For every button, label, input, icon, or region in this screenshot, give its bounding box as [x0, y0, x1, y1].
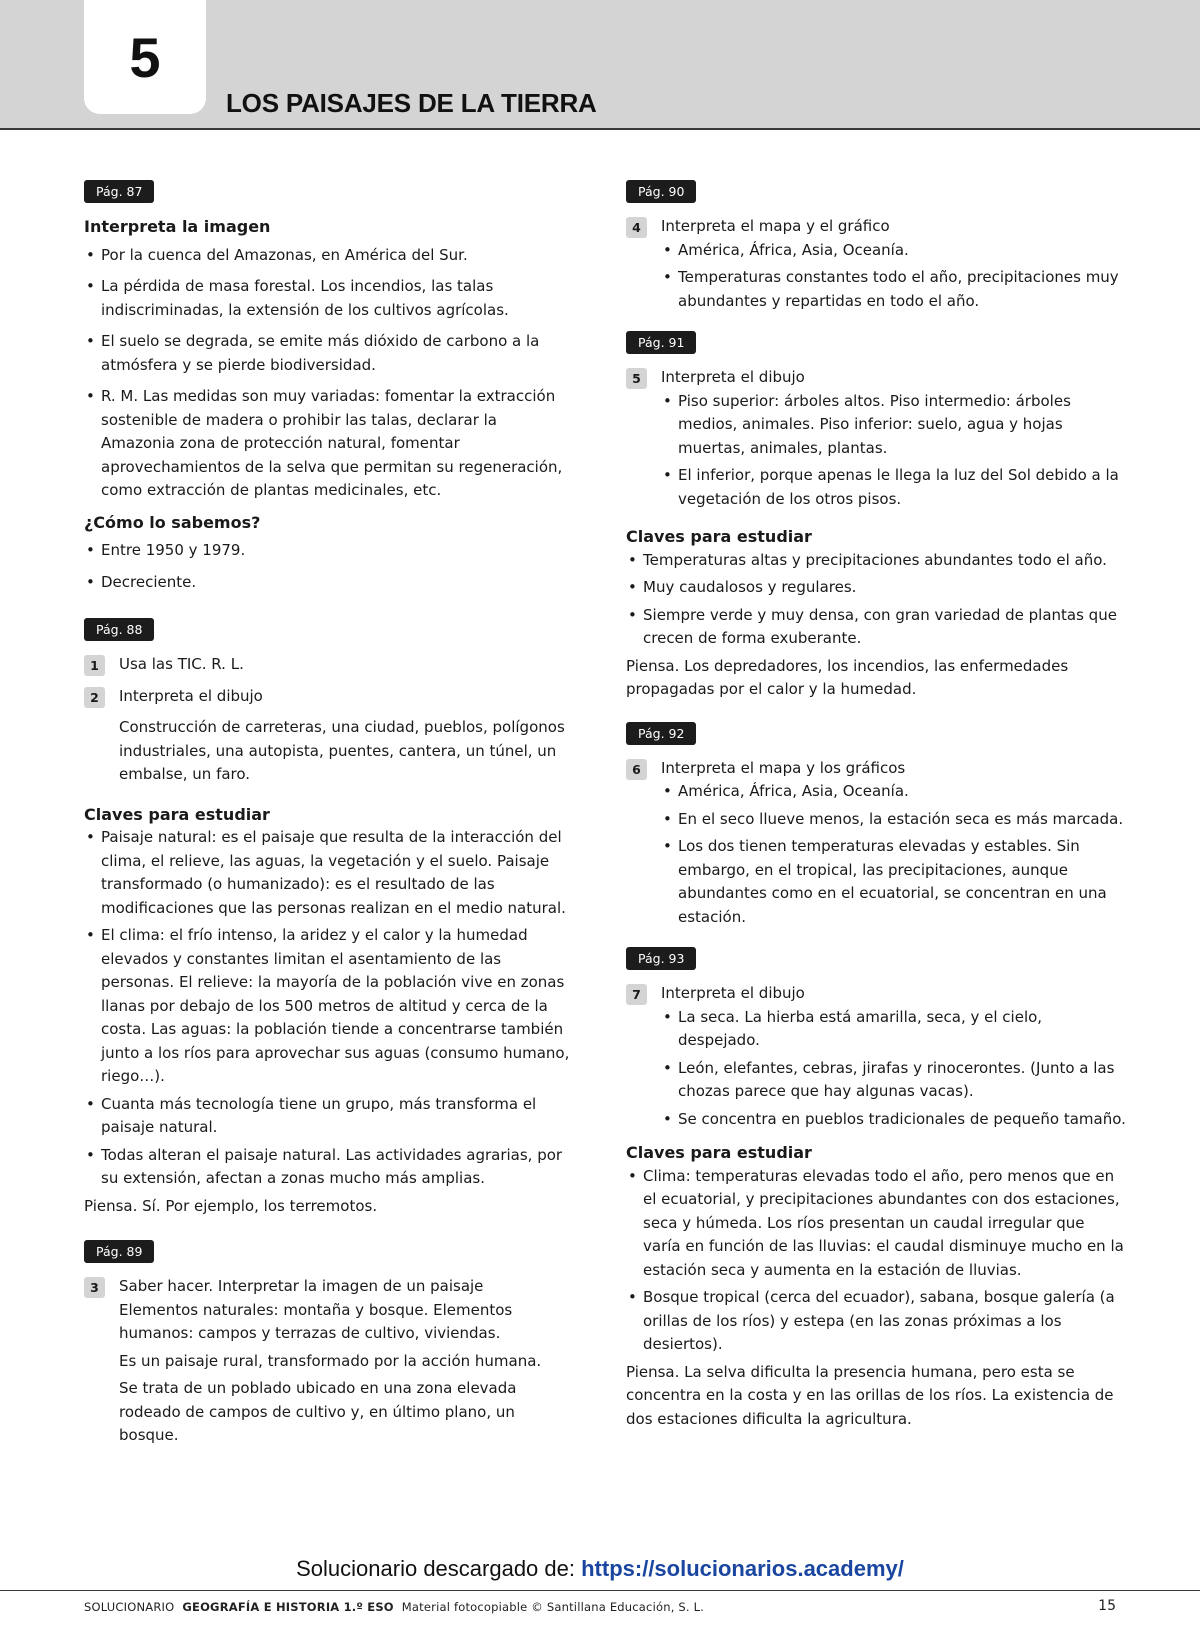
footer-copyright: Material fotocopiable © Santillana Educación, S. L.: [401, 1600, 705, 1614]
piensa-text: Piensa. La selva dificulta la presencia humana, pero esta se concentra en la costa y en las orillas de los ríos. La existencia de dos estaciones dificulta la agricultura.: [626, 1362, 1114, 1428]
footer-credits: [84, 1600, 704, 1614]
question-title: Interpreta el dibujo: [661, 984, 805, 1002]
question-title: Saber hacer. Interpretar la imagen de un paisaje: [119, 1277, 484, 1295]
section-heading: ¿Cómo lo sabemos?: [84, 512, 261, 532]
page-ref-tag: Pág. 93: [626, 947, 696, 970]
answer-text: Construcción de carreteras, una ciudad, pueblos, polígonos industriales, una autopista, puentes, cantera, un túnel, un embalse, un faro.: [119, 718, 565, 783]
left-column: [84, 180, 574, 1448]
piensa-text: Piensa. Los depredadores, los incendios, las enfermedades propagadas por el calor y la humedad.: [626, 656, 1069, 698]
question: [626, 215, 1126, 239]
question: [626, 982, 1126, 1006]
list-item: • Siempre verde y muy densa, con gran variedad de plantas que crecen de forma exuberante.: [626, 604, 1126, 651]
answer-block: [626, 239, 1126, 314]
list-item: • Bosque tropical (cerca del ecuador), sabana, bosque galería (a orillas de los ríos) y estepa (en las zonas próximas a los desiertos).: [626, 1286, 1126, 1357]
page-ref-tag: Pág. 89: [84, 1240, 154, 1263]
list-item: • Por la cuenca del Amazonas, en América del Sur.: [84, 244, 574, 268]
question-number: 7: [626, 984, 647, 1005]
footer-divider: [0, 1590, 1200, 1591]
page-ref-tag: Pág. 92: [626, 722, 696, 745]
list-item: • El suelo se degrada, se emite más dióxido de carbono a la atmósfera y se pierde biodiversidad.: [84, 330, 574, 377]
question: [626, 757, 1126, 781]
section-heading: Claves para estudiar: [626, 1143, 812, 1162]
question-number: 2: [84, 687, 105, 708]
question: [84, 1275, 574, 1299]
answer-block: [626, 1006, 1126, 1132]
list-item: • León, elefantes, cebras, jirafas y rinocerontes. (Junto a las chozas parece que hay algunas vacas).: [661, 1057, 1126, 1104]
list-item: • La seca. La hierba está amarilla, seca, y el cielo, despejado.: [661, 1006, 1126, 1053]
answer-block: [626, 390, 1126, 512]
page-number: 15: [1098, 1598, 1116, 1614]
list-item: • Decreciente.: [84, 571, 574, 595]
list-item: • América, África, Asia, Oceanía.: [661, 239, 1126, 263]
right-column: [626, 180, 1126, 1431]
list-item: • El clima: el frío intenso, la aridez y el calor y la humedad elevados y constantes limitan el asentamiento de las personas. El relieve: la mayoría de la población vive en zonas llanas por debajo de los 500 metros de altitud y cerca de la costa. Las aguas: la población tiende a concentrarse también junto a los ríos para aprovechar sus aguas (consumo humano, riego…).: [84, 924, 574, 1089]
list-item: • La pérdida de masa forestal. Los incendios, las talas indiscriminadas, la extensión de los cultivos agrícolas.: [84, 275, 574, 322]
answer-list: [84, 244, 574, 503]
chapter-title: LOS PAISAJES DE LA TIERRA: [226, 88, 597, 118]
list-item: • Los dos tienen temperaturas elevadas y estables. Sin embargo, en el tropical, las precipitaciones, aunque abundantes como en el ecuatorial, se concentran en una estación.: [661, 835, 1126, 929]
list-item: • Entre 1950 y 1979.: [84, 539, 574, 563]
download-label: Solucionario descargado de:: [296, 1556, 575, 1581]
list-item: • Temperaturas constantes todo el año, precipitaciones muy abundantes y repartidas en todo el año.: [661, 266, 1126, 313]
answer-list: [661, 1006, 1126, 1132]
answer-list: [661, 239, 1126, 314]
page-ref-tag: Pág. 87: [84, 180, 154, 203]
section-heading: Claves para estudiar: [84, 804, 270, 824]
answer-list: [626, 1165, 1126, 1357]
list-item: • América, África, Asia, Oceanía.: [661, 780, 1126, 804]
list-item: • R. M. Las medidas son muy variadas: fomentar la extracción sostenible de madera o prohibir las talas, declarar la Amazonia zona de protección natural, fomentar aprovechamientos de la selva que permitan su regeneración, como extracción de plantas medicinales, etc.: [84, 385, 574, 503]
chapter-number: 5: [84, 0, 206, 114]
answer-list: [626, 549, 1126, 651]
question-title: Interpreta el dibujo: [119, 686, 263, 705]
question-number: 3: [84, 1277, 105, 1298]
question-title: Usa las TIC. R. L.: [119, 655, 244, 673]
page-ref-tag: Pág. 88: [84, 618, 154, 641]
list-item: • Piso superior: árboles altos. Piso intermedio: árboles medios, animales. Piso inferior: suelo, agua y hojas muertas, animales, plantas.: [661, 390, 1126, 461]
answer-list: [84, 539, 574, 594]
list-item: • Muy caudalosos y regulares.: [626, 576, 1126, 600]
question-number: 1: [84, 655, 105, 676]
answer-block: [626, 780, 1126, 929]
question-title: Interpreta el mapa y el gráfico: [661, 217, 890, 235]
list-item: • Cuanta más tecnología tiene un grupo, más transforma el paisaje natural.: [84, 1093, 574, 1140]
list-item: • Clima: temperaturas elevadas todo el año, pero menos que en el ecuatorial, y precipitaciones abundantes con dos estaciones, seca y húmeda. Los ríos presentan un caudal irregular que varía en función de las lluvias: el caudal disminuye mucho en la estación seca y aumenta en la estación de lluvias.: [626, 1165, 1126, 1283]
download-notice: [0, 1556, 1200, 1582]
list-item: • Todas alteran el paisaje natural. Las actividades agrarias, por su extensión, afectan a zonas mucho más amplias.: [84, 1144, 574, 1191]
answer-list: [661, 390, 1126, 512]
footer-subject: GEOGRAFÍA E HISTORIA 1.º ESO: [182, 1600, 394, 1614]
answer-text: Es un paisaje rural, transformado por la acción humana.: [119, 1351, 542, 1370]
answer-list: [84, 826, 574, 1191]
question-number: 4: [626, 217, 647, 238]
page-ref-tag: Pág. 91: [626, 331, 696, 354]
list-item: • El inferior, porque apenas le llega la luz del Sol debido a la vegetación de los otros pisos.: [661, 464, 1126, 511]
list-item: • Paisaje natural: es el paisaje que resulta de la interacción del clima, el relieve, las aguas, la vegetación y el suelo. Paisaje transformado (o humanizado): es el resultado de las modificaciones que las personas realizan en el medio natural.: [84, 826, 574, 920]
question: [84, 653, 574, 677]
answer-text: Se trata de un poblado ubicado en una zona elevada rodeado de campos de cultivo y, en último plano, un bosque.: [119, 1379, 517, 1444]
answer-text: Elementos naturales: montaña y bosque. Elementos humanos: campos y terrazas de cultivo, viviendas.: [119, 1300, 513, 1342]
download-link[interactable]: https://solucionarios.academy/: [581, 1556, 904, 1581]
footer-solucionario: SOLUCIONARIO: [84, 1600, 175, 1614]
question-title: Interpreta el dibujo: [661, 368, 805, 386]
page-ref-tag: Pág. 90: [626, 180, 696, 203]
list-item: • Se concentra en pueblos tradicionales de pequeño tamaño.: [661, 1108, 1126, 1132]
question-number: 5: [626, 368, 647, 389]
piensa-text: Piensa. Sí. Por ejemplo, los terremotos.: [84, 1196, 378, 1215]
section-heading: Claves para estudiar: [626, 527, 812, 546]
question: [626, 366, 1126, 390]
question: [84, 685, 574, 709]
list-item: • Temperaturas altas y precipitaciones abundantes todo el año.: [626, 549, 1126, 573]
question-number: 6: [626, 759, 647, 780]
question-title: Interpreta el mapa y los gráficos: [661, 758, 906, 777]
section-heading: Interpreta la imagen: [84, 217, 271, 236]
answer-list: [661, 780, 1126, 929]
list-item: • En el seco llueve menos, la estación seca es más marcada.: [661, 808, 1126, 832]
